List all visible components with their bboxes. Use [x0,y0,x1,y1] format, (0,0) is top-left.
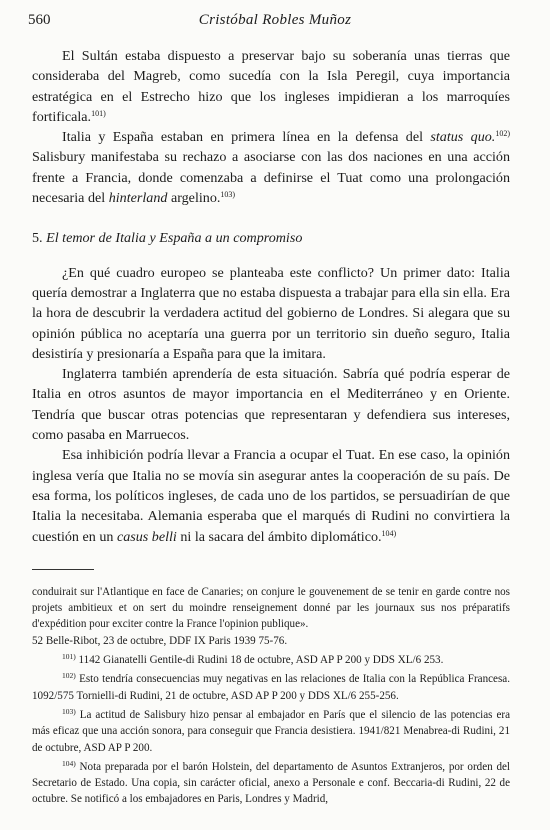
section-paragraph-1: ¿En qué cuadro europeo se planteaba este conflicto? Un primer dato: Italia quería demostrar a Inglaterra que no estaba dispuesta a trabajar para ella sin ella. Era la hora de descubrir la verdadera actitud del gobierno de Londres. Si alegara que su opinión pública no aceptaría una guerra por un territorio sin dueño seguro, Italia desistiría y presionaría a España para que la imitara. [32,264,510,362]
footnote-ref-101: 101) [91,108,106,118]
section-paragraph-2: Inglaterra también aprendería de esta situación. Sabría qué podría esperar de Italia en otros asuntos de mayor importancia en el Mediterráneo y en Oriente. Tendría que buscar otras potencias que representaran y defendiera sus intereses, como pasaba en Marruecos. [32,366,510,444]
footnote-102-mark: 102) [62,671,76,681]
footnote-103-text: La actitud de Salisbury hizo pensar al embajador en París que el silencio de las potencias era más eficaz que una acción sonora, para conseguir que Francia desistiera. 1941/821 Menabrea-di Rudini, 21 de octubre, ASD AP P 200. [32,708,510,754]
paragraph-1 [32,46,510,127]
status-quo-term: status quo. [430,129,496,146]
footnote-101 [32,652,510,668]
footnote-104-text: Nota preparada por el barón Holstein, del departamento de Asuntos Extranjeros, por orden del Secretario de Estado. Una copia, sin carácter oficial, anexo a Personale e conf. Beccaria-di Rudini, 22 de octubre. Se notificó a los embajadores en Paris, Londres y Madrid, [32,760,510,806]
footnotes [32,584,510,808]
footnote-102-text: Esto tendría consecuencias muy negativas en las relaciones de Italia con la República Francesa. 1092/575 Tornielli-di Rudini, 21 de octubre, ASD AP P 200 y DDS XL/6 255-256. [32,673,510,702]
page-number: 560 [28,12,51,28]
footnote-separator [32,569,94,570]
section-paragraph-3-text-b: ni la sacara del ámbito diplomático. [176,528,382,545]
footnote-ref-103: 103) [220,190,236,200]
footnote-104 [32,759,510,808]
footnote-continuation: conduirait sur l'Atlantique en face de Canaries; on conjure le gouvenement de se tenir en garde contre nos projets ambitieux et on sert du moindre renseignement donné par les journaux sus nos préparatifs d'expédition pour exciter contre la France l'opinion publique». [32,585,510,631]
footnote-continuation-source: 52 Belle-Ribot, 23 de octubre, DDF IX Paris 1939 75-76. [32,634,288,647]
footnote-101-mark: 101) [62,652,76,662]
section-heading [32,228,510,248]
running-head: Cristóbal Robles Muñoz [198,12,352,28]
footnote-102 [32,671,510,704]
paragraph-2 [32,127,510,208]
casus-belli-term: casus belli [116,528,177,545]
section-paragraph-3 [32,445,510,546]
paragraph-1-text: El Sultán estaba dispuesto a preservar bajo su soberanía unas tierras que consideraba del Magreb, como sucedía con la Isla Peregil, cuya importancia estratégica en el Estrecho hizo que los ingleses impidieran a los marroquíes fortificala. [32,48,510,125]
paragraph-2-text-a: Italia y España estaban en primera línea en la defensa del [62,129,431,146]
section-number: 5. [32,230,43,247]
footnote-ref-104: 104) [381,528,397,538]
footnote-101-text: 1142 Gianatelli Gentile-di Rudini 18 de octubre, ASD AP P 200 y DDS XL/6 253. [75,654,444,667]
paragraph-2-text-c: argelino. [167,190,221,207]
page-header [28,12,522,34]
section-paragraph-3-text-a: Esa inhibición podría llevar a Francia a ocupar el Tuat. En ese caso, la opinión inglesa vería que Italia no se movía sin asegurar antes la cooperación de su país. De esa forma, los políticos ingleses, de cada uno de los partidos, se persuadirían de que Italia la necesitaba. Alemania esperaba que el marqués di Rudini no convirtiera la cuestión en un [32,447,510,545]
footnote-104-mark: 104) [62,758,76,768]
footnote-103-mark: 103) [62,706,76,716]
section-title: El temor de Italia y España a un compromiso [46,230,303,247]
hinterland-term: hinterland [108,190,168,207]
paragraph-2-text-b: Salisbury manifestaba su rechazo a asociarse con las dos naciones en una acción frente a Francia, donde comenzaba a definirse el Tuat como una prolongación necesaria del [32,149,510,207]
page-body [32,46,510,808]
footnote-103 [32,707,510,756]
footnote-ref-102: 102) [495,129,510,139]
